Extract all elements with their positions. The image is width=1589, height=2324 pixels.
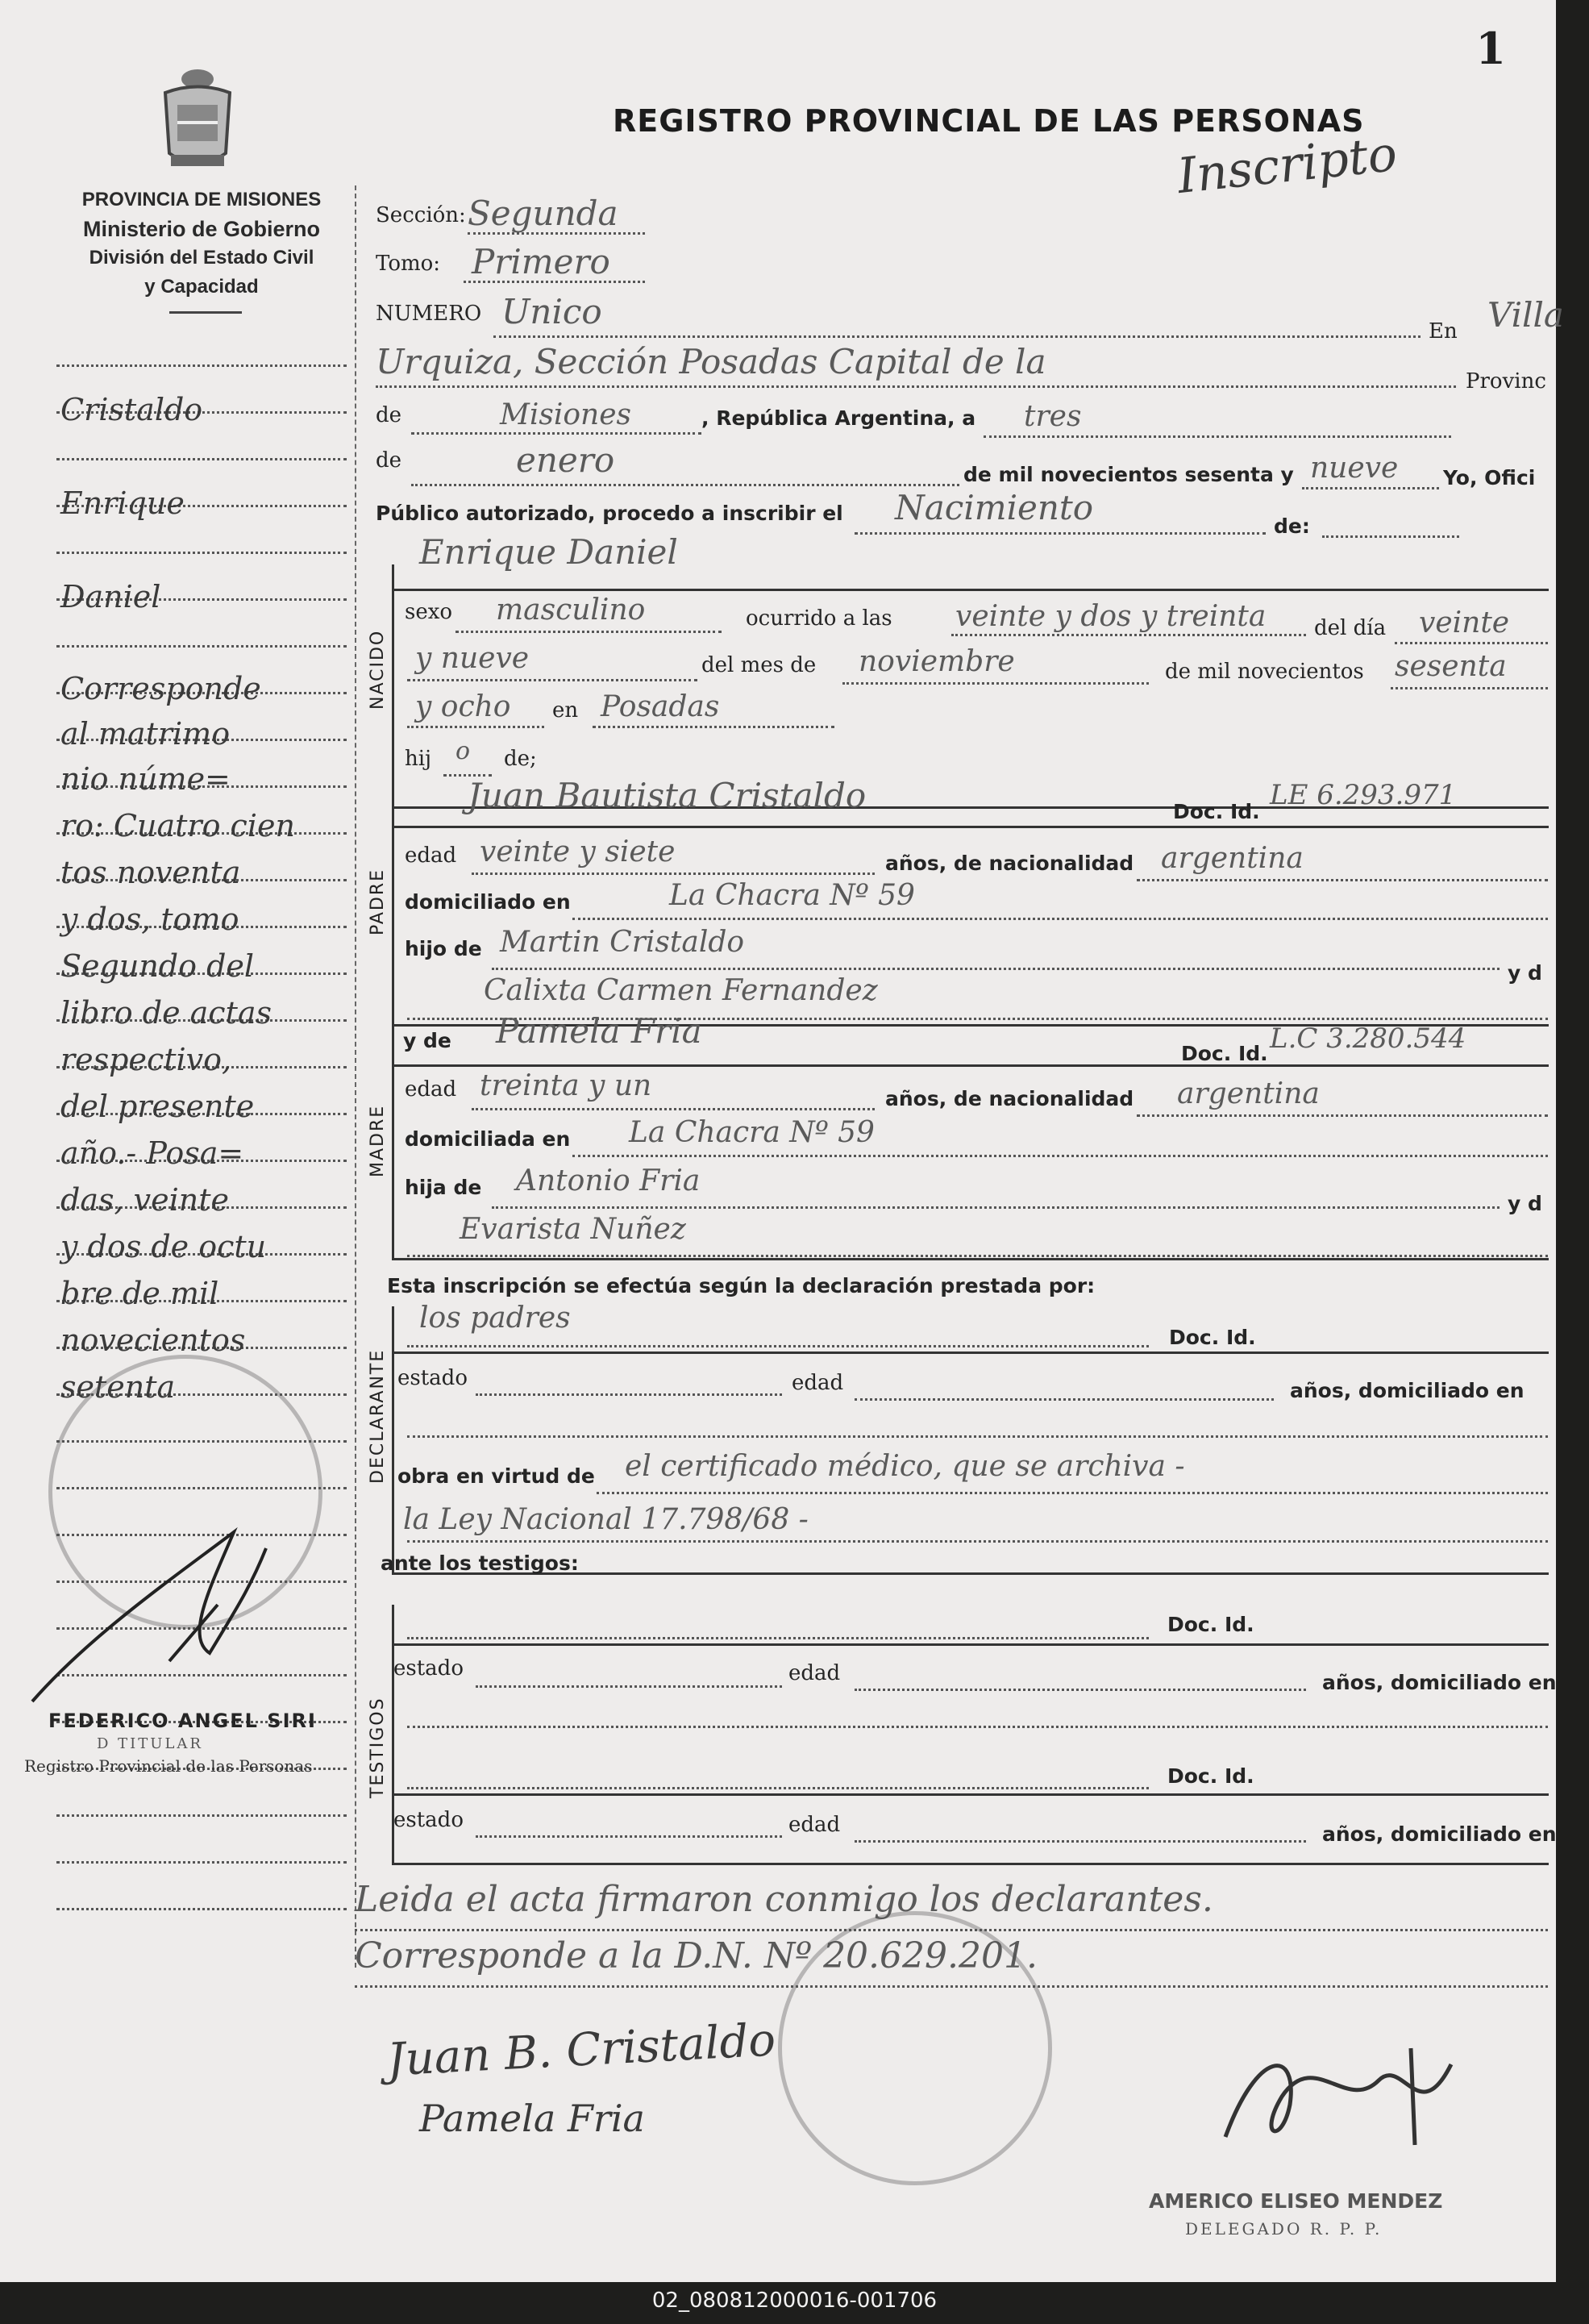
year-value: nueve [1310,452,1399,485]
day-nac2-value: y nueve [415,642,530,675]
publico-label: Público autorizado, procedo a inscribir el [376,502,843,525]
declarante-edad-line [855,1398,1274,1401]
month-line [411,484,959,486]
padre-bracket [392,806,394,1024]
margin-line [56,1908,347,1910]
margin-note-line: Corresponde [60,671,261,706]
margin-note-line: Daniel [60,579,161,614]
madre-bracket [392,1024,394,1258]
en-label: En [1429,319,1458,344]
witness1-edad-line [855,1689,1306,1691]
mother-rule [392,1064,1549,1067]
father-nac-label: años, de nacionalidad [885,852,1134,875]
year-nac2-value: y ocho [415,690,511,723]
margin-note-line: año.- Posa= [60,1135,244,1171]
mother-mother-value: Evarista Nuñez [460,1213,686,1246]
de-mil-label: de mil novecientos [1165,660,1364,684]
ocurrido-label: ocurrido a las [746,606,892,631]
declarante-estado-line [476,1393,782,1396]
declarante-line [407,1345,1149,1347]
margin-note-line: setenta [60,1369,176,1405]
father-mother-value: Calixta Carmen Fernandez [484,974,878,1007]
margin-note-line: nio núme= [60,761,231,797]
mother-doc-label: Doc. Id. [1181,1042,1268,1065]
delegate-name: AMERICO ELISEO MENDEZ [1149,2189,1443,2213]
declarante-bracket [392,1306,394,1572]
margin-note-line: y dos, tomo [60,902,239,937]
signature-mother: Pamela Fria [419,2097,645,2140]
mother-age-line [472,1108,875,1110]
y-de-suffix-label: y d [1508,961,1542,985]
inscribed-annotation: Inscripto [1175,125,1400,206]
en-lower-label: en [552,698,579,723]
witness2-rule [392,1793,1549,1796]
y-de-label: y de [403,1029,451,1052]
father-age-line [472,873,875,875]
witness1-estado-label: estado [393,1656,464,1681]
witness1-doc-label: Doc. Id. [1167,1613,1254,1636]
margin-note-line: Enrique [60,485,185,521]
registrar-office: Registro Provincial de las Personas [24,1756,313,1776]
father-doc-label: Doc. Id. [1173,800,1260,823]
year-nac-value: sesenta [1395,650,1507,683]
margin-note-line: al matrimo [60,716,231,752]
margin-line [56,1861,347,1864]
testigos-side-label: TESTIGOS [368,1697,388,1798]
place-line [376,385,1456,388]
ministry-label: Ministerio de Gobierno [82,217,321,241]
de-line [1322,535,1459,538]
month-value: enero [516,440,615,480]
margin-note-line: libro de actas [60,995,272,1031]
act-line [855,532,1266,535]
act-value: Nacimiento [895,488,1094,527]
margin-note-line: das, veinte [60,1182,229,1218]
declarante-value: los padres [419,1302,571,1335]
margin-line [56,458,347,460]
father-nat-value: argentina [1161,842,1304,875]
place-nac-line [593,726,834,728]
margin-note-line: y dos de octu [60,1229,267,1264]
witness1-estado-line [476,1685,782,1688]
division-label: División del Estado Civil [89,247,314,269]
father-father-value: Martin Cristaldo [500,926,745,959]
padre-side-label: PADRE [368,868,388,935]
numero-line [493,335,1421,338]
hour-value: veinte y dos y treinta [955,600,1267,633]
father-dom-line [572,918,1548,920]
de2-label: de [376,448,402,473]
mother-father-value: Antonio Fria [516,1164,701,1197]
margin-line [56,645,347,648]
closing-line-1: Leida el acta firmaron conmigo los declarantes. [355,1879,1213,1920]
seccion-label: Sección: [376,203,466,227]
margin-note-line: bre de mil [60,1276,219,1311]
delegate-signature-icon [1209,2016,1475,2161]
day-value: tres [1024,400,1082,433]
witness1-dom-label: años, domiciliado en [1322,1671,1557,1694]
mother-dom-label: domiciliada en [405,1127,571,1151]
obra-label: obra en virtud de [397,1464,595,1488]
witness2-estado-line [476,1835,782,1838]
declarante-edad-label: edad [792,1371,844,1395]
father-doc-value: LE 6.293.971 [1270,779,1457,811]
place-nac-value: Posadas [601,690,720,723]
year-nac2-line [407,726,544,728]
de-colon-label: de: [1274,514,1310,538]
year-line [1302,487,1439,489]
margin-note-line: respectivo, [60,1042,232,1077]
witness2-edad-line [855,1840,1306,1843]
issuer-block [48,185,355,302]
mother-dom-value: La Chacra Nº 59 [629,1116,875,1149]
mother-name-value: Pamela Fria [496,1011,702,1051]
year-nac-line [1391,687,1548,689]
mother-nac-label: años, de nacionalidad [885,1087,1134,1110]
madre-rule [392,1258,1549,1260]
de-label: de [376,403,402,427]
numero-value: Unico [501,292,602,331]
hijo-suffix-value: o [455,737,471,765]
mother-nat-line [1137,1114,1548,1117]
divider [169,311,242,314]
witness2-line [407,1787,1149,1789]
witness2-estado-label: estado [393,1808,464,1832]
margin-note-line: Segundo del [60,948,255,984]
declarante-dom-line [407,1435,1548,1438]
hijo-de-label: de; [504,747,537,771]
month-nac-value: noviembre [859,645,1015,678]
capacity-label: y Capacidad [144,276,259,298]
margin-line [56,552,347,554]
place-value: Urquiza, Sección Posadas Capital de la [376,342,1046,381]
father-dom-label: domiciliado en [405,890,571,914]
mother-nat-value: argentina [1177,1077,1320,1110]
father-parent-line [492,968,1500,970]
tomo-value: Primero [472,242,610,281]
y-de-suffix2-label: y d [1508,1192,1542,1215]
numero-label: NUMERO [376,302,482,326]
registrar-name: FEDERICO ANGEL SIRI [48,1710,317,1732]
footer-bar [0,2282,1589,2324]
obra-line2 [407,1540,1548,1543]
father-parent-label: hijo de [405,937,482,960]
father-dom-value: La Chacra Nº 59 [669,879,915,912]
margin-note-line: novecientos [60,1322,246,1358]
witness2-doc-label: Doc. Id. [1167,1764,1254,1788]
declarante-estado-label: estado [397,1366,468,1390]
page-title: REGISTRO PROVINCIAL DE LAS PERSONAS [613,103,1365,139]
mother-age-value: treinta y un [480,1069,652,1102]
province-label: PROVINCIA DE MISIONES [81,189,322,210]
nacido-bracket [392,564,394,806]
witness1-dom-line [407,1726,1548,1728]
signature-father: Juan B. Cristaldo [385,2014,777,2087]
father-nat-line [1137,879,1548,881]
mil-sesenta-label: de mil novecientos sesenta y [963,463,1294,486]
name-rule [392,589,1549,591]
father-rule [392,826,1549,828]
sexo-label: sexo [405,600,453,624]
mother-parent-line [492,1206,1500,1209]
margin-note-line: del presente [60,1089,255,1124]
day-nac-value: veinte [1419,606,1510,639]
month-nac-line [842,682,1149,685]
obra-value-2: la Ley Nacional 17.798/68 - [403,1503,809,1536]
margin-note-line: ro: Cuatro cien [60,808,295,843]
witness1-line [407,1637,1149,1639]
witness1-rule [392,1643,1549,1646]
page-number: 1 [1475,23,1506,74]
margin-line [56,364,347,367]
provincia-label: Provinc [1466,369,1546,394]
margin-note-line: tos noventa [60,855,241,890]
en-value: Villa [1487,295,1564,335]
republica-label: , República Argentina, a [701,406,976,430]
yo-oficial-label: Yo, Ofici [1443,466,1536,489]
delegate-role: DELEGADO R. P. P. [1185,2219,1383,2239]
declarante-doc-label: Doc. Id. [1169,1326,1256,1349]
margin-line [56,1814,347,1817]
tomo-label: Tomo: [376,252,441,276]
witness1-edad-label: edad [788,1661,841,1685]
registrar-signature-icon [24,1516,347,1718]
mother-doc-value: L.C 3.280.544 [1270,1022,1466,1055]
father-name-value: Juan Bautista Cristaldo [468,776,867,815]
obra-value-1: el certificado médico, que se archiva - [625,1450,1185,1483]
day-nac2-line [407,679,697,681]
declarante-dom-label: años, domiciliado en [1290,1379,1525,1402]
testigos-rule [392,1863,1549,1865]
official-stamp-bottom [778,1911,1052,2185]
child-name-value: Enrique Daniel [419,532,678,572]
father-age-value: veinte y siete [480,835,676,868]
day-nac-line [1395,642,1548,644]
margin-separator [355,185,356,1968]
image-id-label: 02_080812000016-001706 [651,2289,938,2313]
madre-side-label: MADRE [368,1104,388,1177]
registrar-role: D TITULAR [97,1735,203,1752]
closing-line-2: Corresponde a la D.N. Nº 20.629.201. [355,1935,1038,1976]
coat-of-arms-icon [153,65,242,177]
province-line [411,432,701,435]
testigos-label: ante los testigos: [381,1551,579,1575]
hour-line [951,634,1306,636]
witness2-edad-label: edad [788,1813,841,1837]
province-value: Misiones [500,398,632,431]
mother-dom-line [572,1155,1548,1157]
del-mes-label: del mes de [701,653,817,677]
witness2-dom-label: años, domiciliado en [1322,1822,1557,1846]
declaracion-label: Esta inscripción se efectúa según la declaración prestada por: [387,1274,1096,1297]
nacido-side-label: NACIDO [368,629,388,710]
day-line [984,435,1451,438]
del-dia-label: del día [1314,616,1387,640]
margin-note-line: Cristaldo [60,392,203,427]
father-edad-label: edad [405,843,457,868]
sexo-value: masculino [496,593,646,627]
sexo-line [455,631,722,633]
declarante-side-label: DECLARANTE [368,1348,388,1484]
hijo-label: hij [405,747,432,771]
obra-line1 [597,1492,1548,1494]
mother-parent-label: hija de [405,1176,482,1199]
mother-mother-line [407,1255,1548,1257]
mother-edad-label: edad [405,1077,457,1102]
declarante-rule [392,1352,1549,1354]
seccion-value: Segunda [468,194,618,233]
